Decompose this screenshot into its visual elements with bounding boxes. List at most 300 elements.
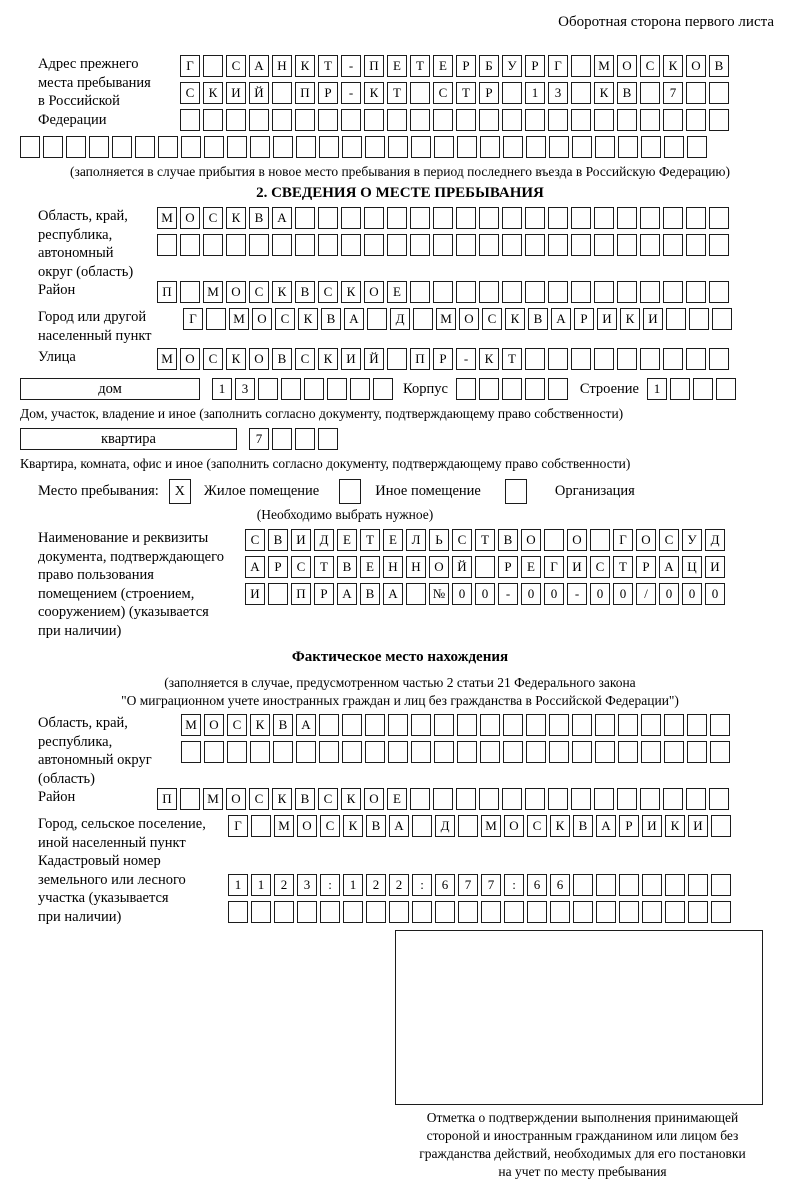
char-box[interactable] (456, 234, 476, 256)
char-box[interactable] (709, 234, 729, 256)
char-box[interactable] (526, 136, 546, 158)
char-box[interactable]: М (229, 308, 249, 330)
char-box[interactable] (250, 136, 270, 158)
char-box[interactable] (640, 234, 660, 256)
char-box[interactable] (617, 109, 637, 131)
char-box[interactable] (412, 901, 432, 923)
char-box[interactable] (433, 281, 453, 303)
char-box[interactable]: К (226, 207, 246, 229)
char-box[interactable]: М (157, 207, 177, 229)
char-box[interactable] (350, 378, 370, 400)
char-box[interactable] (411, 136, 431, 158)
char-box[interactable] (250, 741, 270, 763)
inoe-checkbox[interactable] (339, 479, 361, 504)
char-box[interactable]: М (274, 815, 294, 837)
kvartira-cells[interactable] (249, 428, 338, 450)
char-box[interactable]: Р (636, 556, 656, 578)
char-box[interactable]: С (245, 529, 265, 551)
char-box[interactable] (413, 308, 433, 330)
char-box[interactable] (711, 874, 731, 896)
char-box[interactable] (479, 378, 499, 400)
char-box[interactable] (411, 741, 431, 763)
char-box[interactable]: Е (433, 55, 453, 77)
char-box[interactable] (666, 308, 686, 330)
char-box[interactable] (272, 428, 292, 450)
char-box[interactable] (389, 901, 409, 923)
char-box[interactable]: 7 (663, 82, 683, 104)
char-box[interactable] (525, 234, 545, 256)
char-box[interactable]: В (295, 788, 315, 810)
char-box[interactable] (112, 136, 132, 158)
fact-gorod-row[interactable] (228, 815, 731, 837)
char-box[interactable] (503, 714, 523, 736)
organizatsiya-checkbox[interactable] (505, 479, 527, 504)
char-box[interactable]: П (157, 788, 177, 810)
char-box[interactable]: - (498, 583, 518, 605)
char-box[interactable] (410, 207, 430, 229)
char-box[interactable] (296, 741, 316, 763)
char-box[interactable] (572, 136, 592, 158)
char-box[interactable]: Г (548, 55, 568, 77)
char-box[interactable]: К (665, 815, 685, 837)
char-box[interactable]: П (364, 55, 384, 77)
kadastr-row-1[interactable] (228, 874, 731, 896)
char-box[interactable] (594, 109, 614, 131)
char-box[interactable] (410, 281, 430, 303)
char-box[interactable] (456, 109, 476, 131)
char-box[interactable] (251, 901, 271, 923)
char-box[interactable]: Т (387, 82, 407, 104)
char-box[interactable] (711, 901, 731, 923)
char-box[interactable] (618, 741, 638, 763)
char-box[interactable] (226, 109, 246, 131)
char-box[interactable] (640, 109, 660, 131)
char-box[interactable] (571, 234, 591, 256)
char-box[interactable]: Р (619, 815, 639, 837)
char-box[interactable]: С (659, 529, 679, 551)
char-box[interactable]: В (366, 815, 386, 837)
char-box[interactable] (365, 136, 385, 158)
char-box[interactable] (158, 136, 178, 158)
char-box[interactable]: В (272, 348, 292, 370)
char-box[interactable] (434, 136, 454, 158)
char-box[interactable] (663, 348, 683, 370)
char-box[interactable] (318, 234, 338, 256)
char-box[interactable]: Н (272, 55, 292, 77)
char-box[interactable]: 0 (705, 583, 725, 605)
char-box[interactable] (180, 234, 200, 256)
char-box[interactable] (619, 874, 639, 896)
char-box[interactable] (434, 714, 454, 736)
char-box[interactable] (457, 714, 477, 736)
char-box[interactable] (550, 901, 570, 923)
char-box[interactable] (709, 281, 729, 303)
char-box[interactable]: И (643, 308, 663, 330)
char-box[interactable]: У (682, 529, 702, 551)
char-box[interactable]: О (180, 207, 200, 229)
char-box[interactable] (594, 207, 614, 229)
char-box[interactable] (709, 207, 729, 229)
char-box[interactable]: Е (387, 55, 407, 77)
char-box[interactable] (687, 714, 707, 736)
char-box[interactable] (272, 234, 292, 256)
char-box[interactable] (387, 207, 407, 229)
char-box[interactable] (686, 234, 706, 256)
doc-row-2[interactable] (245, 556, 725, 578)
char-box[interactable] (295, 428, 315, 450)
char-box[interactable] (596, 901, 616, 923)
char-box[interactable]: № (429, 583, 449, 605)
char-box[interactable] (549, 741, 569, 763)
char-box[interactable] (479, 281, 499, 303)
char-box[interactable]: В (528, 308, 548, 330)
char-box[interactable]: В (337, 556, 357, 578)
oblast-row-1[interactable] (157, 207, 729, 229)
char-box[interactable] (595, 136, 615, 158)
char-box[interactable]: 0 (475, 583, 495, 605)
char-box[interactable] (203, 55, 223, 77)
char-box[interactable]: - (456, 348, 476, 370)
stroenie-cells[interactable] (647, 378, 736, 400)
char-box[interactable] (571, 348, 591, 370)
char-box[interactable] (258, 378, 278, 400)
char-box[interactable]: Т (475, 529, 495, 551)
char-box[interactable] (456, 281, 476, 303)
char-box[interactable]: Г (228, 815, 248, 837)
char-box[interactable] (525, 378, 545, 400)
char-box[interactable] (367, 308, 387, 330)
char-box[interactable]: К (620, 308, 640, 330)
char-box[interactable]: : (320, 874, 340, 896)
char-box[interactable]: 2 (389, 874, 409, 896)
char-box[interactable]: С (226, 55, 246, 77)
char-box[interactable] (342, 136, 362, 158)
char-box[interactable]: О (226, 788, 246, 810)
char-box[interactable] (319, 741, 339, 763)
char-box[interactable] (203, 109, 223, 131)
char-box[interactable]: А (596, 815, 616, 837)
char-box[interactable] (687, 136, 707, 158)
char-box[interactable] (548, 281, 568, 303)
char-box[interactable] (296, 136, 316, 158)
char-box[interactable]: А (249, 55, 269, 77)
char-box[interactable] (268, 583, 288, 605)
char-box[interactable]: С (203, 207, 223, 229)
char-box[interactable] (502, 234, 522, 256)
char-box[interactable] (43, 136, 63, 158)
char-box[interactable]: У (502, 55, 522, 77)
char-box[interactable]: С (452, 529, 472, 551)
char-box[interactable] (295, 207, 315, 229)
char-box[interactable] (687, 741, 707, 763)
char-box[interactable] (365, 714, 385, 736)
char-box[interactable]: О (567, 529, 587, 551)
char-box[interactable]: С (318, 788, 338, 810)
zhiloe-checkbox[interactable]: X (169, 479, 191, 504)
char-box[interactable] (693, 378, 713, 400)
char-box[interactable]: С (180, 82, 200, 104)
char-box[interactable]: К (594, 82, 614, 104)
char-box[interactable]: Д (390, 308, 410, 330)
char-box[interactable]: О (297, 815, 317, 837)
char-box[interactable]: П (291, 583, 311, 605)
char-box[interactable] (503, 741, 523, 763)
char-box[interactable] (502, 207, 522, 229)
char-box[interactable] (434, 741, 454, 763)
char-box[interactable]: О (521, 529, 541, 551)
char-box[interactable] (480, 136, 500, 158)
char-box[interactable]: 7 (249, 428, 269, 450)
char-box[interactable]: С (249, 788, 269, 810)
char-box[interactable]: 1 (212, 378, 232, 400)
char-box[interactable] (479, 788, 499, 810)
char-box[interactable] (709, 109, 729, 131)
char-box[interactable]: И (245, 583, 265, 605)
char-box[interactable]: С (320, 815, 340, 837)
char-box[interactable] (712, 308, 732, 330)
char-box[interactable] (641, 714, 661, 736)
char-box[interactable]: К (295, 55, 315, 77)
char-box[interactable] (456, 207, 476, 229)
char-box[interactable] (686, 281, 706, 303)
char-box[interactable]: К (550, 815, 570, 837)
char-box[interactable] (548, 207, 568, 229)
char-box[interactable] (664, 741, 684, 763)
char-box[interactable] (594, 281, 614, 303)
char-box[interactable]: С (291, 556, 311, 578)
char-box[interactable]: К (341, 281, 361, 303)
char-box[interactable] (295, 234, 315, 256)
char-box[interactable]: К (272, 281, 292, 303)
char-box[interactable] (228, 901, 248, 923)
char-box[interactable] (272, 82, 292, 104)
char-box[interactable] (641, 741, 661, 763)
char-box[interactable] (433, 234, 453, 256)
char-box[interactable]: И (567, 556, 587, 578)
char-box[interactable]: О (252, 308, 272, 330)
char-box[interactable]: В (295, 281, 315, 303)
char-box[interactable]: Т (360, 529, 380, 551)
char-box[interactable]: О (364, 281, 384, 303)
char-box[interactable] (341, 109, 361, 131)
char-box[interactable] (342, 714, 362, 736)
char-box[interactable] (544, 529, 564, 551)
char-box[interactable] (688, 874, 708, 896)
char-box[interactable] (318, 428, 338, 450)
char-box[interactable] (180, 281, 200, 303)
char-box[interactable] (709, 788, 729, 810)
char-box[interactable] (342, 741, 362, 763)
char-box[interactable] (548, 234, 568, 256)
char-box[interactable] (456, 788, 476, 810)
char-box[interactable] (251, 815, 271, 837)
char-box[interactable] (318, 207, 338, 229)
char-box[interactable]: В (360, 583, 380, 605)
char-box[interactable] (709, 348, 729, 370)
oblast-row-2[interactable] (157, 234, 729, 256)
char-box[interactable]: О (636, 529, 656, 551)
char-box[interactable]: А (245, 556, 265, 578)
char-box[interactable] (640, 348, 660, 370)
char-box[interactable] (227, 741, 247, 763)
char-box[interactable]: А (389, 815, 409, 837)
prev-address-row-2[interactable] (180, 82, 729, 104)
char-box[interactable] (549, 714, 569, 736)
char-box[interactable] (319, 136, 339, 158)
char-box[interactable]: М (203, 281, 223, 303)
char-box[interactable]: С (590, 556, 610, 578)
char-box[interactable] (665, 901, 685, 923)
char-box[interactable] (479, 207, 499, 229)
char-box[interactable]: - (567, 583, 587, 605)
char-box[interactable] (663, 234, 683, 256)
char-box[interactable] (480, 714, 500, 736)
char-box[interactable]: 1 (251, 874, 271, 896)
char-box[interactable] (502, 109, 522, 131)
char-box[interactable]: 0 (521, 583, 541, 605)
char-box[interactable] (688, 901, 708, 923)
char-box[interactable]: И (341, 348, 361, 370)
raion-row[interactable] (157, 281, 729, 303)
char-box[interactable] (366, 901, 386, 923)
char-box[interactable]: И (597, 308, 617, 330)
char-box[interactable]: В (321, 308, 341, 330)
char-box[interactable]: И (705, 556, 725, 578)
char-box[interactable]: Т (410, 55, 430, 77)
char-box[interactable]: В (249, 207, 269, 229)
char-box[interactable] (670, 378, 690, 400)
char-box[interactable] (435, 901, 455, 923)
char-box[interactable]: К (203, 82, 223, 104)
char-box[interactable] (502, 82, 522, 104)
char-box[interactable] (388, 741, 408, 763)
char-box[interactable]: : (504, 874, 524, 896)
char-box[interactable] (686, 82, 706, 104)
char-box[interactable] (710, 714, 730, 736)
char-box[interactable] (475, 556, 495, 578)
char-box[interactable]: Е (337, 529, 357, 551)
char-box[interactable] (594, 348, 614, 370)
char-box[interactable] (410, 109, 430, 131)
char-box[interactable]: Й (249, 82, 269, 104)
char-box[interactable]: К (272, 788, 292, 810)
char-box[interactable]: Д (705, 529, 725, 551)
char-box[interactable] (594, 788, 614, 810)
char-box[interactable]: С (527, 815, 547, 837)
char-box[interactable]: М (436, 308, 456, 330)
char-box[interactable] (664, 714, 684, 736)
char-box[interactable] (479, 234, 499, 256)
char-box[interactable]: С (203, 348, 223, 370)
char-box[interactable]: И (291, 529, 311, 551)
char-box[interactable] (504, 901, 524, 923)
char-box[interactable] (590, 529, 610, 551)
char-box[interactable]: С (640, 55, 660, 77)
char-box[interactable]: И (642, 815, 662, 837)
char-box[interactable]: М (203, 788, 223, 810)
char-box[interactable]: 1 (228, 874, 248, 896)
char-box[interactable]: П (295, 82, 315, 104)
char-box[interactable] (373, 378, 393, 400)
char-box[interactable] (595, 741, 615, 763)
char-box[interactable] (642, 901, 662, 923)
char-box[interactable] (410, 234, 430, 256)
char-box[interactable]: Р (574, 308, 594, 330)
char-box[interactable]: Т (502, 348, 522, 370)
char-box[interactable]: О (617, 55, 637, 77)
char-box[interactable] (548, 378, 568, 400)
char-box[interactable]: Н (406, 556, 426, 578)
char-box[interactable] (709, 82, 729, 104)
char-box[interactable] (273, 741, 293, 763)
char-box[interactable] (617, 234, 637, 256)
char-box[interactable]: О (249, 348, 269, 370)
ulitsa-row[interactable] (157, 348, 729, 370)
char-box[interactable]: С (227, 714, 247, 736)
char-box[interactable]: О (204, 714, 224, 736)
char-box[interactable]: С (482, 308, 502, 330)
char-box[interactable] (89, 136, 109, 158)
char-box[interactable] (456, 378, 476, 400)
char-box[interactable]: Р (479, 82, 499, 104)
char-box[interactable] (20, 136, 40, 158)
char-box[interactable]: С (433, 82, 453, 104)
char-box[interactable] (457, 741, 477, 763)
char-box[interactable]: Р (433, 348, 453, 370)
char-box[interactable] (502, 281, 522, 303)
char-box[interactable] (640, 82, 660, 104)
char-box[interactable] (594, 234, 614, 256)
char-box[interactable] (479, 109, 499, 131)
char-box[interactable]: А (272, 207, 292, 229)
char-box[interactable] (343, 901, 363, 923)
char-box[interactable] (526, 741, 546, 763)
char-box[interactable]: К (250, 714, 270, 736)
char-box[interactable] (364, 207, 384, 229)
char-box[interactable]: 3 (548, 82, 568, 104)
char-box[interactable] (665, 874, 685, 896)
char-box[interactable]: В (617, 82, 637, 104)
char-box[interactable] (388, 136, 408, 158)
char-box[interactable]: К (505, 308, 525, 330)
char-box[interactable] (249, 234, 269, 256)
char-box[interactable] (571, 55, 591, 77)
char-box[interactable] (686, 788, 706, 810)
char-box[interactable] (663, 207, 683, 229)
char-box[interactable]: 0 (682, 583, 702, 605)
char-box[interactable] (388, 714, 408, 736)
char-box[interactable]: 1 (525, 82, 545, 104)
char-box[interactable] (619, 901, 639, 923)
char-box[interactable]: 1 (647, 378, 667, 400)
char-box[interactable] (304, 378, 324, 400)
char-box[interactable]: А (383, 583, 403, 605)
char-box[interactable]: Г (544, 556, 564, 578)
korpus-cells[interactable] (456, 378, 568, 400)
char-box[interactable] (571, 207, 591, 229)
dom-cells[interactable] (212, 378, 393, 400)
char-box[interactable] (525, 207, 545, 229)
prev-address-row-4[interactable] (20, 136, 780, 158)
char-box[interactable]: А (337, 583, 357, 605)
char-box[interactable] (180, 109, 200, 131)
char-box[interactable] (295, 109, 315, 131)
char-box[interactable] (410, 788, 430, 810)
char-box[interactable]: 0 (590, 583, 610, 605)
char-box[interactable] (686, 207, 706, 229)
char-box[interactable]: 2 (366, 874, 386, 896)
char-box[interactable]: 6 (435, 874, 455, 896)
